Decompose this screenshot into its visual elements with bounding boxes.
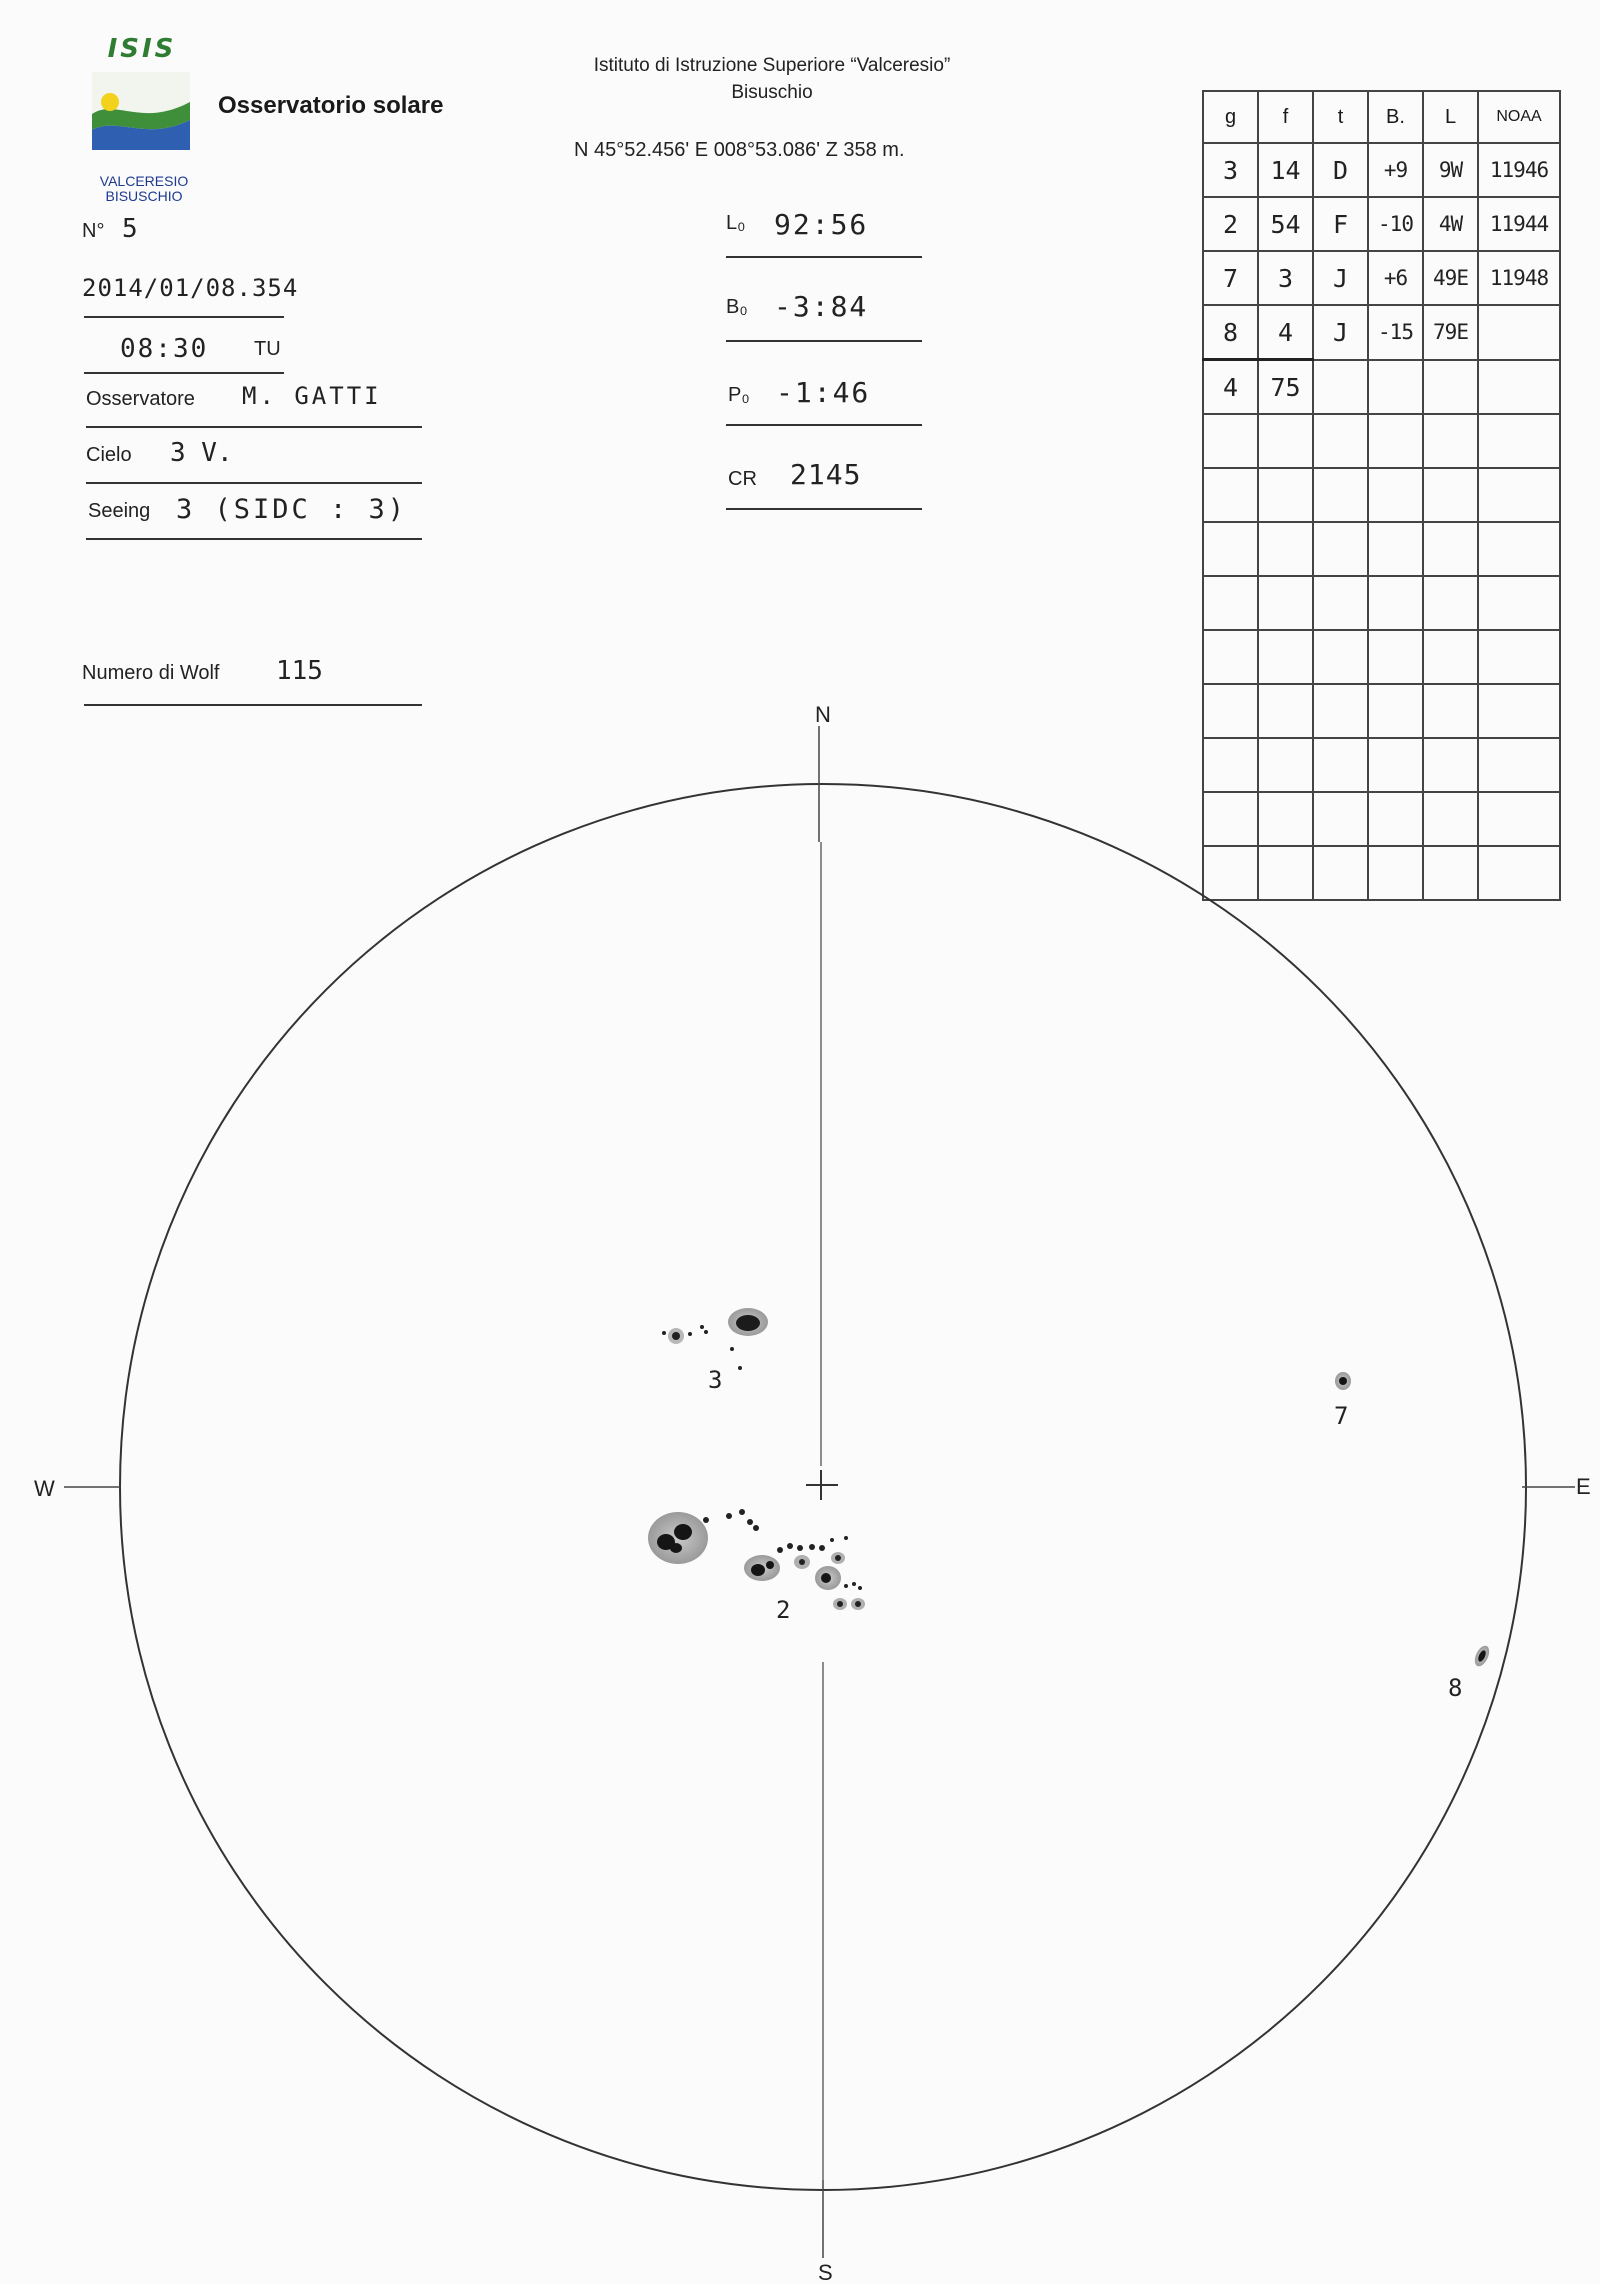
cell-l: 4W: [1423, 197, 1478, 251]
b0-label: B₀: [726, 296, 748, 318]
cr-value: 2145: [790, 458, 862, 491]
group-3-label: 3: [708, 1366, 723, 1394]
sky-label: Cielo: [86, 444, 132, 466]
seeing-value: 3 (SIDC : 3): [176, 494, 408, 525]
seeing-label: Seeing: [88, 500, 151, 522]
observer-value: M. GATTI: [242, 382, 382, 410]
sunspot-group-3: [662, 1308, 768, 1394]
time-value: 08:30: [120, 334, 209, 364]
cell-noaa: 11944: [1478, 197, 1560, 251]
group-2-label: 2: [776, 1596, 791, 1624]
cell-b: -15: [1368, 305, 1423, 360]
date-value: 2014/01/08.354: [82, 274, 299, 302]
observer-label: Osservatore: [86, 388, 195, 410]
header-b: B.: [1368, 91, 1423, 143]
wolf-number-label: Numero di Wolf: [82, 662, 220, 684]
wolf-number-value: 115: [276, 656, 323, 686]
north-label: N: [815, 702, 831, 727]
logo-mark: ISIS: [107, 34, 177, 64]
cell-l: 49E: [1423, 251, 1478, 305]
cell-f: 3: [1258, 251, 1313, 305]
cell-t: J: [1313, 251, 1368, 305]
header-noaa: NOAA: [1478, 91, 1560, 143]
logo-caption-line-2: BISUSCHIO: [105, 188, 183, 204]
observatory-title: Osservatorio solare: [218, 92, 444, 119]
l0-value: 92:56: [774, 208, 869, 241]
cell-noaa: 11948: [1478, 251, 1560, 305]
observatory-coordinates: N 45°52.456' E 008°53.086' Z 358 m.: [574, 139, 905, 161]
sunspot-group-2: [648, 1509, 865, 1624]
institute-city: Bisuschio: [731, 82, 813, 103]
l0-label: L₀: [726, 212, 746, 234]
sky-value: 3 V.: [170, 438, 233, 468]
number-label: N°: [82, 220, 105, 242]
cell-f: 4: [1258, 305, 1313, 360]
sunspot-group-8: [1448, 1643, 1492, 1702]
cell-g: 7: [1203, 251, 1258, 305]
cell-f: 14: [1258, 143, 1313, 197]
group-8-label: 8: [1448, 1674, 1463, 1702]
header-g: g: [1203, 91, 1258, 143]
header-t: t: [1313, 91, 1368, 143]
institute-name: Istituto di Istruzione Superiore “Valceresio”: [593, 55, 951, 76]
cell-b: +6: [1368, 251, 1423, 305]
p0-label: P₀: [728, 384, 750, 406]
cell-t: D: [1313, 143, 1368, 197]
logo-caption-line-1: VALCERESIO: [99, 173, 189, 189]
number-value: 5: [122, 214, 140, 244]
cell-t: F: [1313, 197, 1368, 251]
cr-label: CR: [728, 468, 757, 490]
cell-noaa: 11946: [1478, 143, 1560, 197]
east-label: E: [1576, 1474, 1591, 1499]
cell-b: +9: [1368, 143, 1423, 197]
time-unit: TU: [254, 338, 281, 360]
south-label: S: [818, 2260, 833, 2284]
cell-g: 3: [1203, 143, 1258, 197]
cell-f: 54: [1258, 197, 1313, 251]
total-groups: 4: [1203, 360, 1258, 415]
header-l: L: [1423, 91, 1478, 143]
cell-t: J: [1313, 305, 1368, 360]
cell-l: 9W: [1423, 143, 1478, 197]
group-7-label: 7: [1334, 1402, 1349, 1430]
cell-l: 79E: [1423, 305, 1478, 360]
cell-b: -10: [1368, 197, 1423, 251]
b0-value: -3:84: [774, 290, 869, 323]
cell-g: 2: [1203, 197, 1258, 251]
west-label: W: [34, 1476, 55, 1501]
total-spots: 75: [1258, 360, 1313, 415]
cell-g: 8: [1203, 305, 1258, 360]
header-f: f: [1258, 91, 1313, 143]
p0-value: -1:46: [776, 376, 871, 409]
sunspot-group-7: [1334, 1372, 1351, 1430]
